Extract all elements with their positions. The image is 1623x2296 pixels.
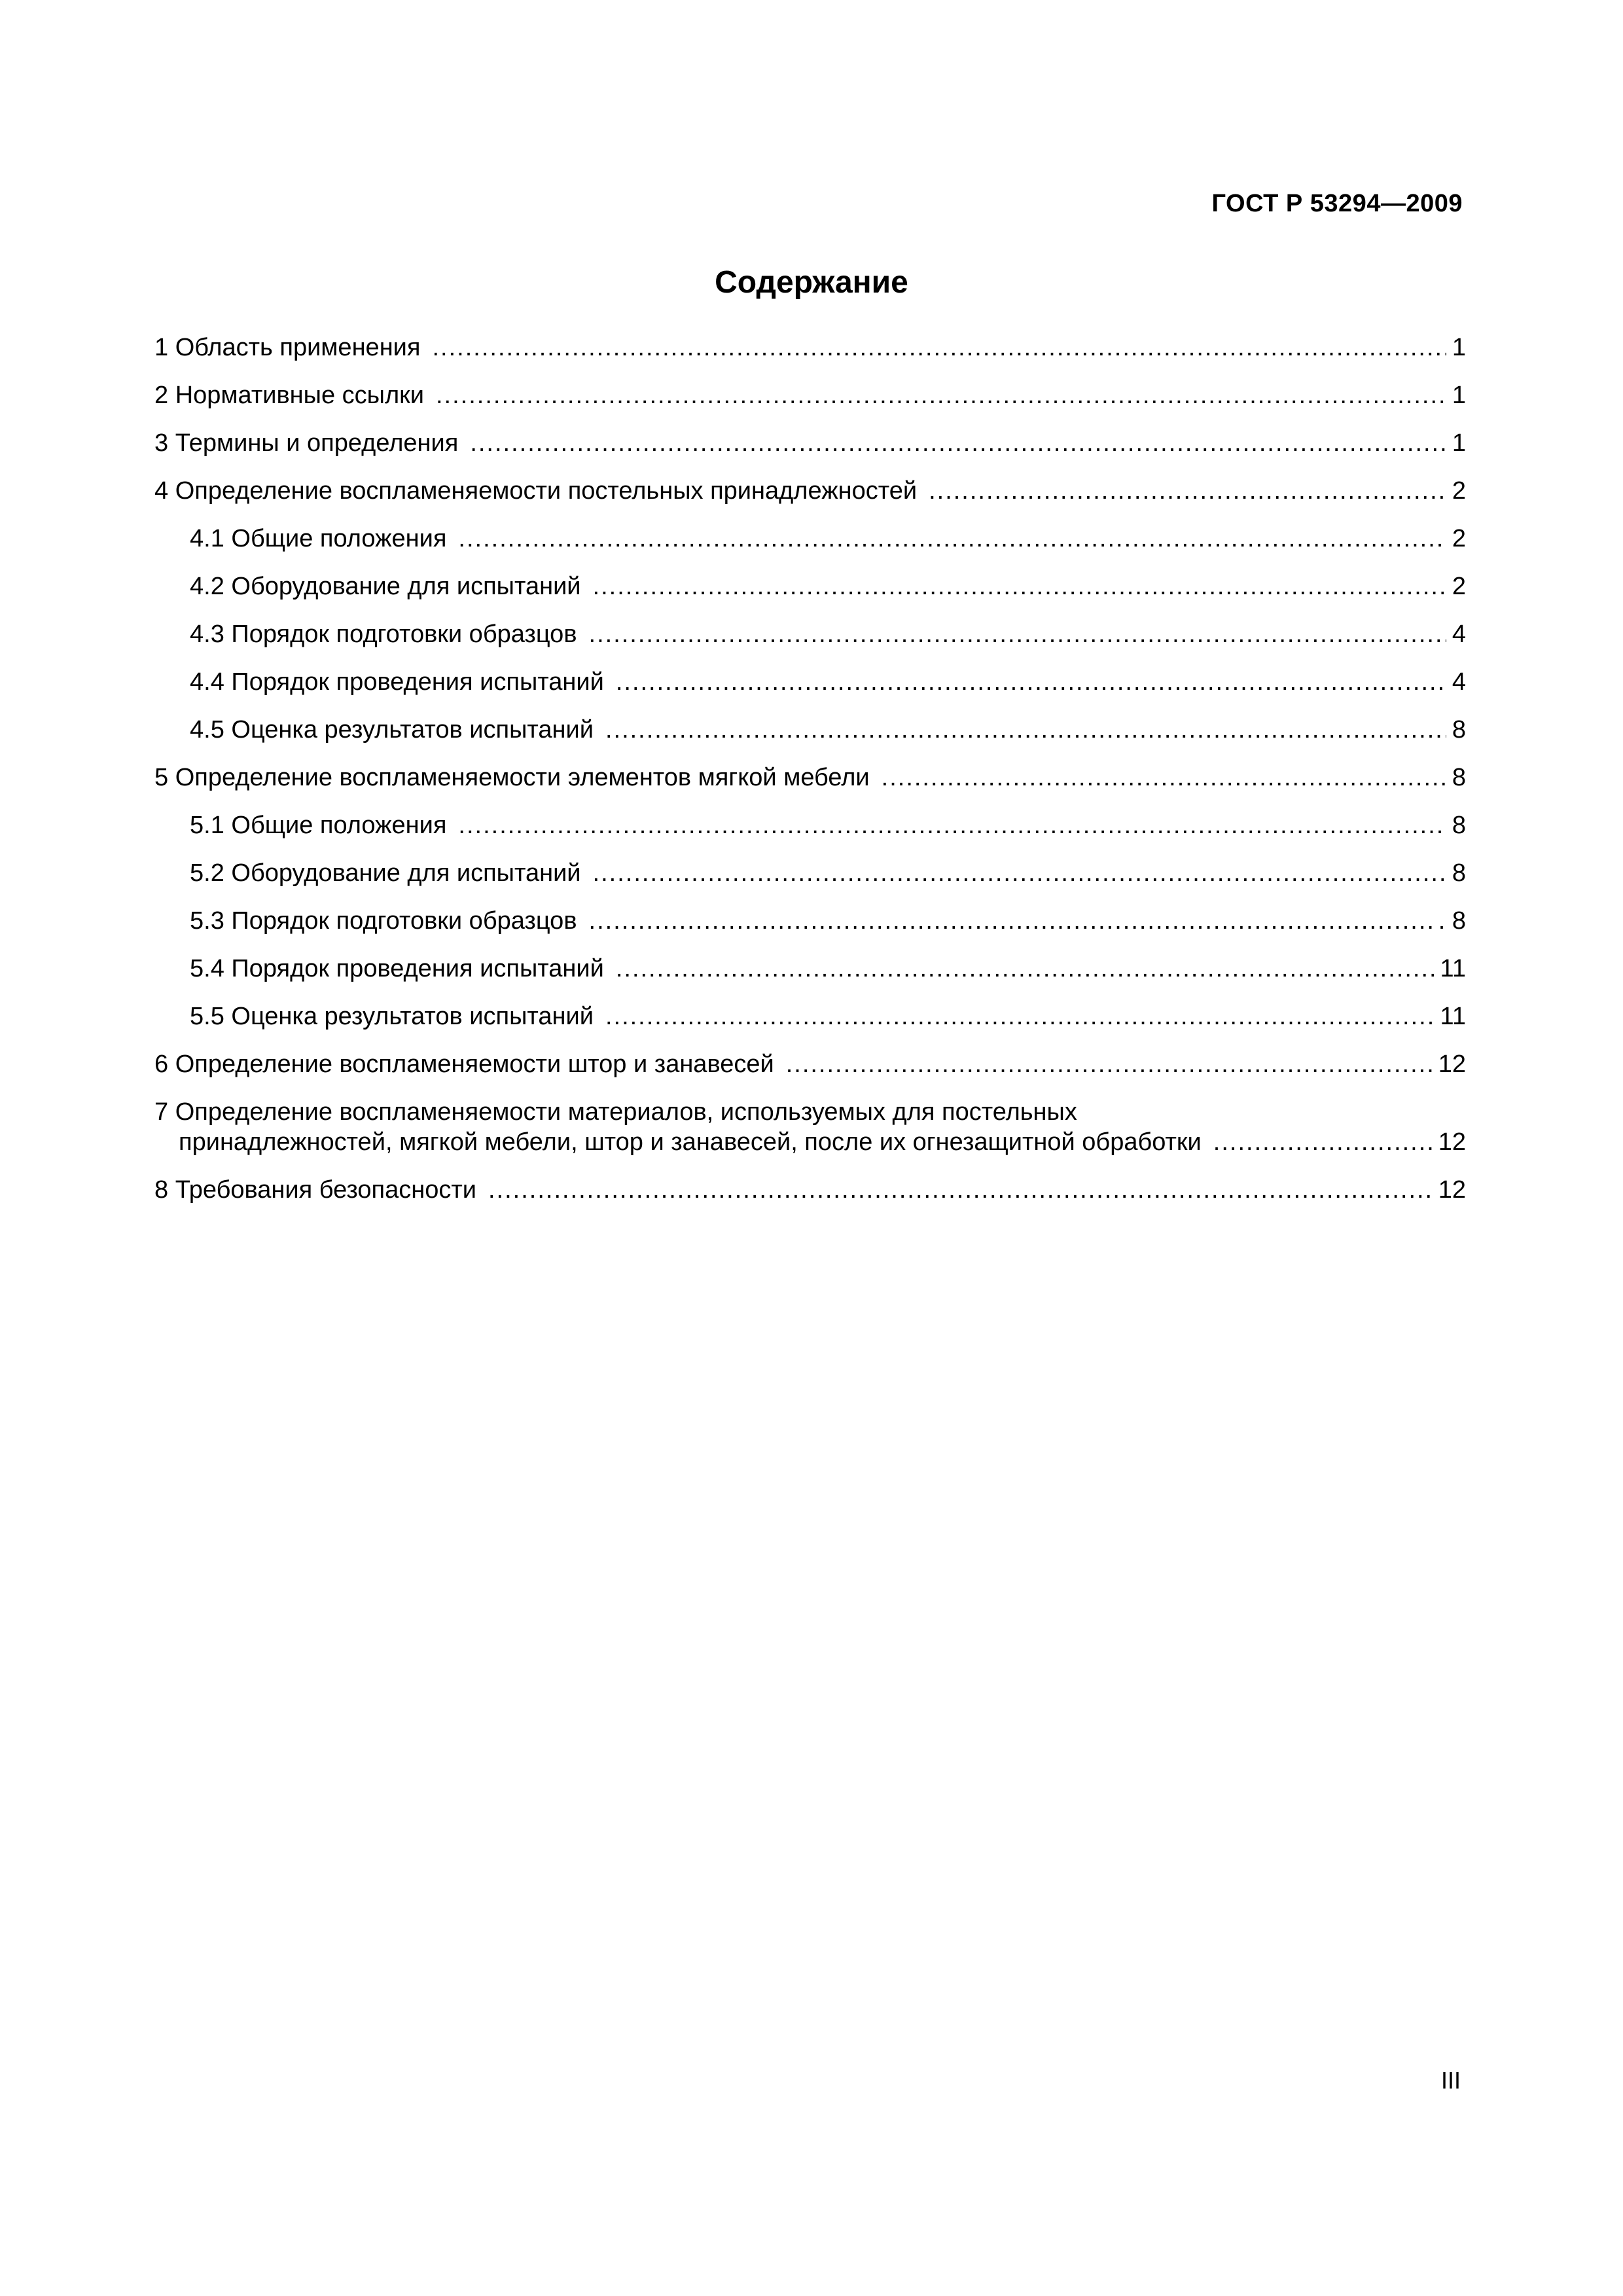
toc-subitem[interactable] <box>154 1001 1466 1031</box>
toc-item-page: . 8 <box>1438 907 1466 935</box>
toc-item[interactable] <box>154 476 1466 506</box>
toc-item-text: 4.5 Оценка результатов испытаний <box>190 716 594 744</box>
toc-item-page: 11 <box>1440 955 1466 982</box>
toc-dot-leader <box>605 715 1446 745</box>
toc-item[interactable] <box>154 428 1466 458</box>
toc-item-text: 5.1 Общие положения <box>190 812 447 839</box>
toc-dot-leader <box>458 524 1446 554</box>
toc-item-page: 1 <box>1452 334 1466 361</box>
toc-item-page: 12 <box>1438 1176 1466 1204</box>
toc-item[interactable] <box>154 762 1466 793</box>
toc-dot-leader <box>589 906 1433 936</box>
toc-item-text: 2 Нормативные ссылки <box>154 382 424 409</box>
toc-subitem[interactable] <box>154 954 1466 984</box>
toc-item-text: 1 Область применения <box>154 334 421 361</box>
toc-item-text: 4.1 Общие положения <box>190 525 447 552</box>
toc-item-page: 2 <box>1452 477 1466 505</box>
toc-item-page: 8 <box>1452 716 1466 744</box>
toc-item-text-line2: принадлежностей, мягкой мебели, штор и занавесей, после их огнезащитной обработки <box>179 1128 1202 1156</box>
toc-item-page: 8 <box>1452 812 1466 839</box>
toc-dot-leader <box>929 476 1446 506</box>
toc-item[interactable] <box>154 332 1466 363</box>
toc-subitem[interactable] <box>154 858 1466 888</box>
toc-item-text: 4 Определение воспламеняемости постельных принадлежностей <box>154 477 918 505</box>
toc-dot-leader <box>432 332 1446 363</box>
toc-item-page: 4 <box>1452 668 1466 696</box>
toc-item-page: 2 <box>1452 525 1466 552</box>
toc-dot-leader <box>436 380 1446 410</box>
toc-item[interactable] <box>154 1049 1466 1079</box>
toc-dot-leader <box>882 762 1446 793</box>
toc-dot-leader <box>605 1001 1435 1031</box>
toc-item-text: 4.2 Оборудование для испытаний <box>190 573 581 600</box>
toc-dot-leader <box>1213 1127 1433 1157</box>
toc-dot-leader <box>488 1175 1433 1205</box>
toc-item-page: 12 <box>1438 1050 1466 1078</box>
toc-dot-leader <box>616 954 1435 984</box>
toc-dot-leader <box>593 858 1446 888</box>
toc-subitem[interactable] <box>154 906 1466 936</box>
page-number: III <box>1440 2067 1461 2094</box>
toc-item-page: 1 <box>1452 382 1466 409</box>
toc-item-text: 5 Определение воспламеняемости элементов мягкой мебели <box>154 764 870 791</box>
toc-item-text: 5.2 Оборудование для испытаний <box>190 859 581 887</box>
toc-item-page: 4 <box>1452 620 1466 648</box>
toc-dot-leader <box>616 667 1446 697</box>
toc-item[interactable] <box>154 380 1466 410</box>
toc-item-page: 8 <box>1452 859 1466 887</box>
toc-item-page: 2 <box>1452 573 1466 600</box>
toc-subitem[interactable] <box>154 571 1466 601</box>
toc-item-text: 5.4 Порядок проведения испытаний <box>190 955 604 982</box>
toc-subitem[interactable] <box>154 715 1466 745</box>
toc-subitem[interactable] <box>154 619 1466 649</box>
toc-item-page: 11 <box>1440 1003 1466 1030</box>
toc-subitem[interactable] <box>154 667 1466 697</box>
toc-item-text: 5.5 Оценка результатов испытаний <box>190 1003 594 1030</box>
toc-item-text: 5.3 Порядок подготовки образцов <box>190 907 577 935</box>
toc-subitem[interactable] <box>154 524 1466 554</box>
toc-item-text: 6 Определение воспламеняемости штор и занавесей <box>154 1050 774 1078</box>
toc-item-text: 4.4 Порядок проведения испытаний <box>190 668 604 696</box>
toc-dot-leader <box>593 571 1446 601</box>
toc-item-page: 12 <box>1438 1128 1466 1156</box>
toc-subitem[interactable] <box>154 810 1466 840</box>
toc-item-continuation <box>154 1127 1466 1157</box>
toc-item-text: 4.3 Порядок подготовки образцов <box>190 620 577 648</box>
table-of-contents <box>154 332 1466 1223</box>
toc-dot-leader <box>470 428 1446 458</box>
toc-item-page: 8 <box>1452 764 1466 791</box>
toc-item-text: 8 Требования безопасности <box>154 1176 476 1204</box>
toc-dot-leader <box>786 1049 1433 1079</box>
toc-item[interactable] <box>154 1097 1466 1157</box>
toc-dot-leader <box>589 619 1446 649</box>
toc-dot-leader <box>458 810 1446 840</box>
toc-item-page: 1 <box>1452 429 1466 457</box>
toc-item[interactable] <box>154 1175 1466 1205</box>
toc-item-text: 7 Определение воспламеняемости материалов, используемых для постельных <box>154 1098 1077 1126</box>
toc-item-text: 3 Термины и определения <box>154 429 459 457</box>
document-code: ГОСТ Р 53294—2009 <box>1211 190 1463 217</box>
toc-title: Содержание <box>715 265 908 300</box>
